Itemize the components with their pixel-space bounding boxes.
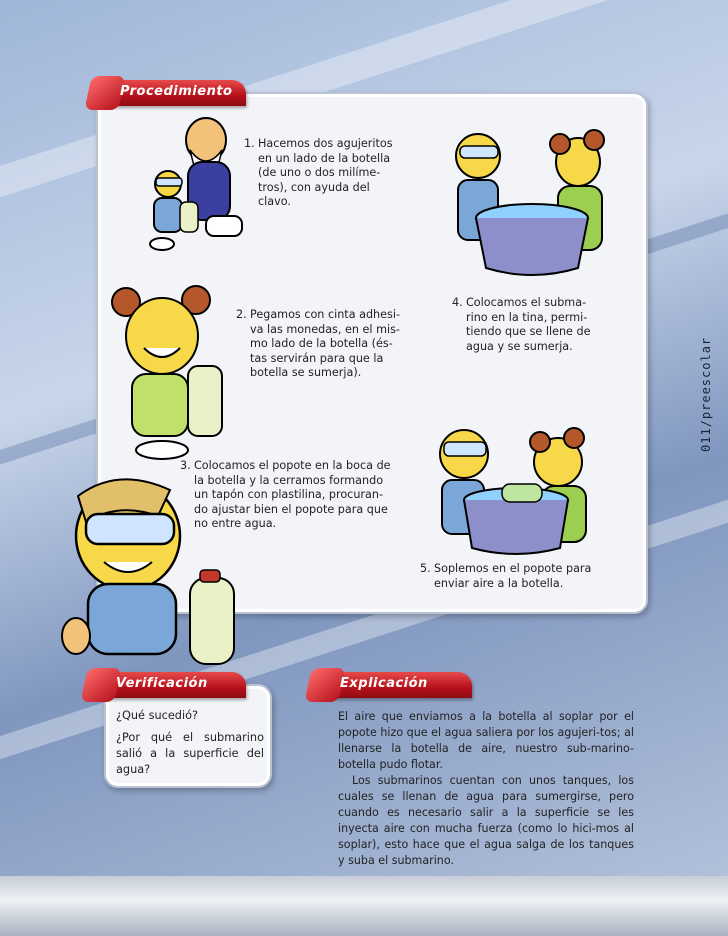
- explicacion-paragraph-1: El aire que enviamos a la botella al soplar por el popote hizo que el agua saliera por los agujeri-tos; al llenarse la botella de aire, nuestro sub-marino-botella pudo flotar.: [338, 710, 634, 771]
- step-number: 4.: [452, 296, 463, 309]
- step-4: [452, 296, 622, 354]
- procedimiento-title: Procedimiento: [120, 84, 233, 99]
- side-label-text: 011/preescolar: [699, 336, 713, 452]
- explicacion-paragraph-2: Los submarinos cuentan con unos tanques, los cuales se llenan de agua para sumergirse, pero cuando es necesario salir a la superficie se les inyecta aire con mucha fuerza (como lo hici-mos al soplar), esto hace que el agua salga de los tanques y suba el submarino.: [338, 774, 634, 867]
- step-text: Pegamos con cinta adhesi- va las monedas, en el mis- mo lado de la botella (és- tas servirán para que la botella se sumerja).: [250, 308, 401, 379]
- explicacion-tab: [320, 672, 472, 698]
- step-3: [180, 459, 412, 532]
- step-text: Hacemos dos agujeritos en un lado de la botella (de uno o dos milíme- tros), con ayuda del clavo.: [258, 137, 393, 208]
- children-blowing-illustration: [424, 420, 620, 560]
- grandfather-and-child-illustration: [138, 110, 258, 270]
- bottom-metal-band: [0, 876, 728, 936]
- verificacion-title: Verificación: [116, 676, 208, 691]
- step-number: 1.: [244, 137, 255, 150]
- step-1: [244, 137, 414, 210]
- children-at-tub-illustration: [438, 122, 628, 282]
- step-2: [236, 308, 426, 381]
- step-text: Soplemos en el popote para enviar aire a la botella.: [434, 562, 592, 590]
- procedimiento-tab: [100, 80, 246, 106]
- verificacion-question-2: ¿Por qué el submarino salió a la superficie del agua?: [116, 731, 264, 776]
- verificacion-question-1: ¿Qué sucedió?: [116, 709, 199, 722]
- step-number: 2.: [236, 308, 247, 321]
- verificacion-tab: [96, 672, 246, 698]
- side-label: [691, 300, 715, 470]
- step-text: Colocamos el popote en la boca de la botella y la cerramos formando un tapón con plastilina, procuran- do ajustar bien el popote para que no entre agua.: [194, 459, 391, 530]
- step-number: 3.: [180, 459, 191, 472]
- step-5: [420, 562, 630, 591]
- girl-with-bottle-illustration: [104, 282, 234, 462]
- step-number: 5.: [420, 562, 431, 575]
- step-text: Colocamos el subma- rino en la tina, permi- tiendo que se llene de agua y se sumerja.: [466, 296, 591, 353]
- explicacion-title: Explicación: [340, 676, 428, 691]
